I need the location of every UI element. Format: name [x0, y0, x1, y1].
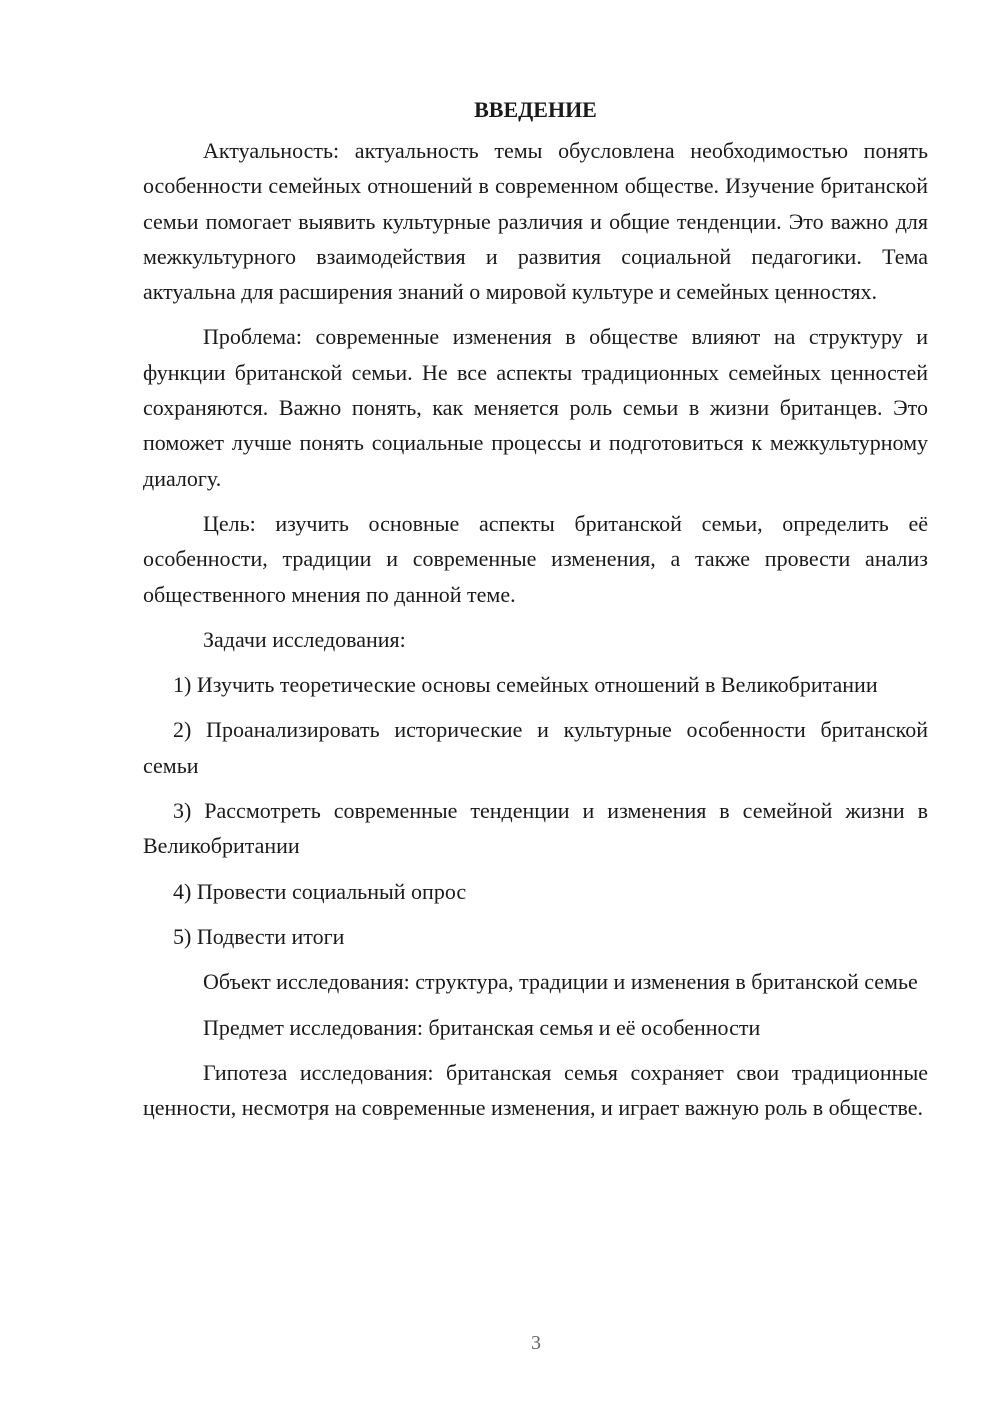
subject-paragraph: Предмет исследования: британская семья и её особенности [203, 1014, 761, 1040]
goal-paragraph: Цель: изучить основные аспекты британской семьи, определить её особенности, традиции и современные изменения, а также провести анализ общественного мнения по данной теме. [143, 510, 928, 607]
task-item-4: 4) Провести социальный опрос [173, 878, 467, 904]
hypothesis-paragraph: Гипотеза исследования: британская семья сохраняет свои традиционные ценности, несмотря на современные изменения, и играет важную роль в обществе. [143, 1059, 928, 1121]
object-paragraph: Объект исследования: структура, традиции и изменения в британской семье [203, 969, 918, 995]
document-page [143, 92, 928, 1135]
task-item-1: 1) Изучить теоретические основы семейных отношений в Великобритании [173, 672, 878, 698]
page-number: 3 [531, 1332, 541, 1354]
problem-paragraph: Проблема: современные изменения в обществе влияют на структуру и функции британской семьи. Не все аспекты традиционных семейных ценностей сохраняются. Важно понять, как меняется роль семьи в жизни британцев. Это поможет лучше понять социальные процессы и подготовиться к межкультурному диалогу. [143, 324, 928, 491]
task-item-3: 3) Рассмотреть современные тенденции и изменения в семейной жизни в Великобритании [143, 798, 928, 859]
relevance-paragraph: Актуальность: актуальность темы обусловлена необходимостью понять особенности семейных отношений в современном обществе. Изучение британской семьи помогает выявить культурные различия и общие тенденции. Это важно для межкультурного взаимодействия и развития социальной педагогики. Тема актуальна для расширения знаний о мировой культуре и семейных ценностях. [143, 138, 928, 305]
tasks-heading: Задачи исследования: [203, 626, 406, 652]
section-title: ВВЕДЕНИЕ [474, 97, 597, 122]
task-item-5: 5) Подвести итоги [173, 923, 345, 949]
tasks-list [143, 667, 928, 954]
task-item-2: 2) Проанализировать исторические и культурные особенности британской семьи [143, 717, 928, 778]
